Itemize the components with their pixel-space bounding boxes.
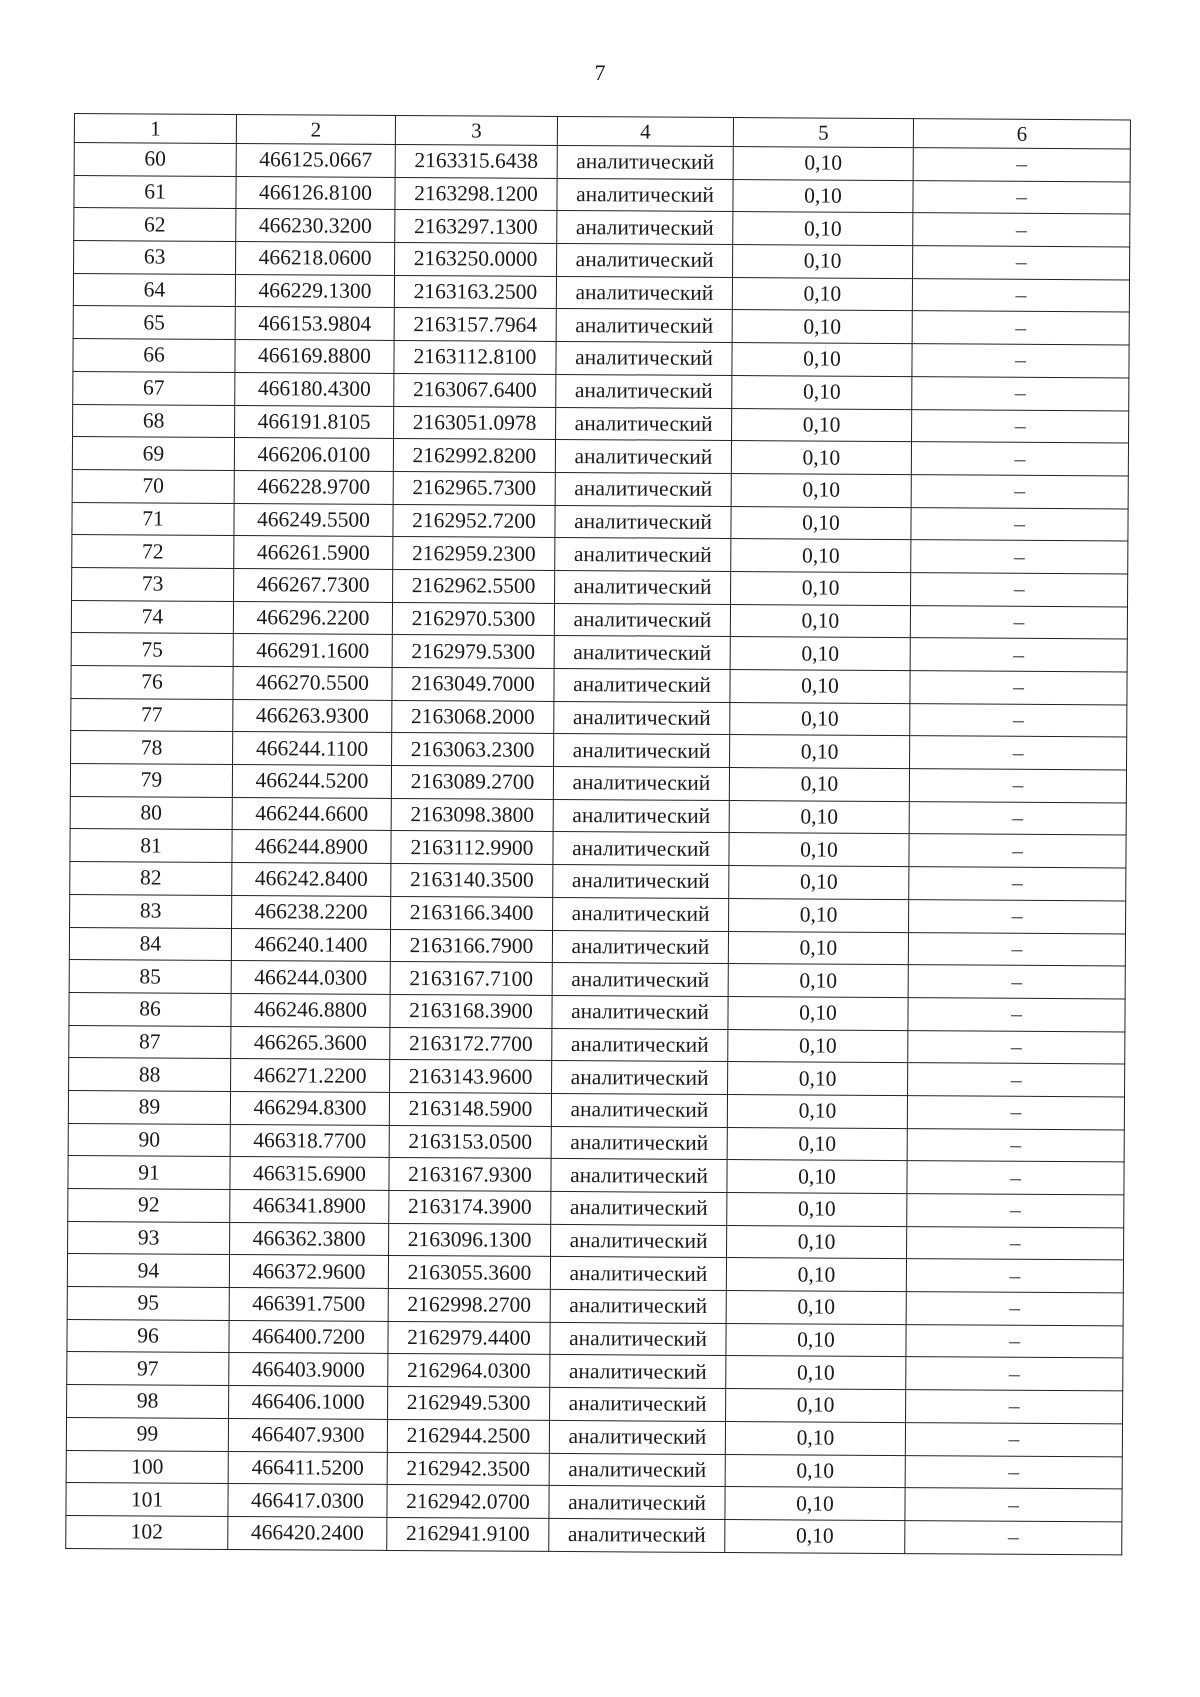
column-header: 2: [236, 114, 395, 144]
method-cell: аналитический: [550, 1388, 726, 1422]
method-cell: аналитический: [552, 930, 728, 964]
point-number-cell: 92: [68, 1188, 230, 1222]
y-coordinate-cell: 2163068.2000: [392, 700, 554, 734]
point-number-cell: 73: [72, 567, 234, 601]
x-coordinate-cell: 466244.8900: [232, 830, 391, 864]
method-cell: аналитический: [557, 211, 733, 245]
accuracy-cell: 0,10: [727, 1127, 907, 1161]
accuracy-cell: 0,10: [727, 1160, 907, 1194]
point-number-cell: 74: [71, 600, 233, 634]
method-cell: аналитический: [552, 1028, 728, 1062]
note-cell: –: [913, 148, 1130, 182]
note-cell: –: [906, 1390, 1123, 1424]
y-coordinate-cell: 2162952.7200: [393, 504, 555, 538]
column-header: 5: [733, 118, 913, 148]
method-cell: аналитический: [553, 865, 729, 899]
x-coordinate-cell: 466180.4300: [235, 372, 394, 406]
point-number-cell: 96: [67, 1319, 229, 1353]
point-number-cell: 89: [68, 1090, 230, 1124]
point-number-cell: 84: [69, 927, 231, 961]
note-cell: –: [912, 278, 1129, 312]
method-cell: аналитический: [557, 145, 733, 179]
note-cell: –: [910, 671, 1127, 705]
method-cell: аналитический: [550, 1257, 726, 1291]
note-cell: –: [911, 540, 1128, 574]
y-coordinate-cell: 2162962.5500: [393, 569, 555, 603]
accuracy-cell: 0,10: [725, 1487, 905, 1521]
point-number-cell: 88: [69, 1058, 231, 1092]
note-cell: –: [908, 1063, 1125, 1097]
point-number-cell: 72: [72, 535, 234, 569]
y-coordinate-cell: 2163167.7100: [390, 962, 552, 996]
point-number-cell: 62: [74, 208, 236, 242]
method-cell: аналитический: [556, 342, 732, 376]
method-cell: аналитический: [554, 668, 730, 702]
point-number-cell: 82: [70, 862, 232, 896]
x-coordinate-cell: 466417.0300: [228, 1484, 387, 1518]
y-coordinate-cell: 2163250.0000: [395, 243, 557, 277]
note-cell: –: [909, 769, 1126, 803]
point-number-cell: 70: [72, 469, 234, 503]
x-coordinate-cell: 466406.1000: [229, 1386, 388, 1420]
note-cell: –: [905, 1455, 1122, 1489]
y-coordinate-cell: 2162964.0300: [388, 1354, 550, 1388]
accuracy-cell: 0,10: [728, 931, 908, 965]
x-coordinate-cell: 466244.0300: [231, 961, 390, 995]
accuracy-cell: 0,10: [730, 637, 910, 671]
point-number-cell: 95: [67, 1287, 229, 1321]
x-coordinate-cell: 466403.9000: [229, 1353, 388, 1387]
point-number-cell: 99: [66, 1417, 228, 1451]
y-coordinate-cell: 2162942.3500: [387, 1452, 549, 1486]
x-coordinate-cell: 466218.0600: [236, 242, 395, 276]
y-coordinate-cell: 2162970.5300: [392, 602, 554, 636]
y-coordinate-cell: 2162979.4400: [388, 1321, 550, 1355]
accuracy-cell: 0,10: [729, 866, 909, 900]
method-cell: аналитический: [555, 440, 731, 474]
accuracy-cell: 0,10: [733, 147, 913, 181]
note-cell: –: [909, 867, 1126, 901]
point-number-cell: 79: [70, 764, 232, 798]
method-cell: аналитический: [549, 1486, 725, 1520]
x-coordinate-cell: 466240.1400: [231, 928, 390, 962]
x-coordinate-cell: 466315.6900: [230, 1157, 389, 1191]
accuracy-cell: 0,10: [728, 1029, 908, 1063]
coordinates-table: [65, 113, 1131, 1555]
y-coordinate-cell: 2163055.3600: [388, 1256, 550, 1290]
method-cell: аналитический: [555, 538, 731, 572]
x-coordinate-cell: 466265.3600: [231, 1026, 390, 1060]
x-coordinate-cell: 466341.8900: [230, 1189, 389, 1223]
y-coordinate-cell: 2163049.7000: [392, 667, 554, 701]
y-coordinate-cell: 2162942.0700: [387, 1485, 549, 1519]
note-cell: –: [907, 1128, 1124, 1162]
x-coordinate-cell: 466362.3800: [230, 1222, 389, 1256]
method-cell: аналитический: [554, 734, 730, 768]
note-cell: –: [909, 834, 1126, 868]
note-cell: –: [907, 1194, 1124, 1228]
y-coordinate-cell: 2162949.5300: [388, 1387, 550, 1421]
y-coordinate-cell: 2163315.6438: [395, 144, 557, 178]
x-coordinate-cell: 466296.2200: [233, 601, 392, 635]
note-cell: –: [911, 573, 1128, 607]
point-number-cell: 77: [71, 698, 233, 732]
x-coordinate-cell: 466261.5900: [234, 536, 393, 570]
x-coordinate-cell: 466249.5500: [234, 503, 393, 537]
method-cell: аналитический: [552, 995, 728, 1029]
accuracy-cell: 0,10: [727, 1225, 907, 1259]
point-number-cell: 100: [66, 1450, 228, 1484]
x-coordinate-cell: 466420.2400: [228, 1516, 387, 1550]
note-cell: –: [905, 1488, 1122, 1522]
accuracy-cell: 0,10: [731, 571, 911, 605]
y-coordinate-cell: 2163148.5900: [389, 1092, 551, 1126]
accuracy-cell: 0,10: [726, 1258, 906, 1292]
y-coordinate-cell: 2162959.2300: [393, 537, 555, 571]
note-cell: –: [908, 932, 1125, 966]
point-number-cell: 61: [74, 175, 236, 209]
note-cell: –: [910, 638, 1127, 672]
y-coordinate-cell: 2162992.8200: [393, 439, 555, 473]
accuracy-cell: 0,10: [728, 996, 908, 1030]
method-cell: аналитический: [551, 1126, 727, 1160]
accuracy-cell: 0,10: [731, 441, 911, 475]
x-coordinate-cell: 466271.2200: [231, 1059, 390, 1093]
accuracy-cell: 0,10: [729, 800, 909, 834]
y-coordinate-cell: 2163157.7964: [394, 308, 556, 342]
note-cell: –: [908, 965, 1125, 999]
note-cell: –: [906, 1292, 1123, 1326]
method-cell: аналитический: [556, 309, 732, 343]
point-number-cell: 67: [73, 371, 235, 405]
note-cell: –: [911, 442, 1128, 476]
method-cell: аналитический: [555, 570, 731, 604]
y-coordinate-cell: 2163168.3900: [390, 994, 552, 1028]
x-coordinate-cell: 466291.1600: [233, 634, 392, 668]
y-coordinate-cell: 2163166.3400: [391, 896, 553, 930]
x-coordinate-cell: 466229.1300: [235, 274, 394, 308]
y-coordinate-cell: 2163143.9600: [390, 1060, 552, 1094]
accuracy-cell: 0,10: [731, 506, 911, 540]
y-coordinate-cell: 2162944.2500: [387, 1419, 549, 1453]
point-number-cell: 83: [70, 894, 232, 928]
x-coordinate-cell: 466400.7200: [229, 1320, 388, 1354]
y-coordinate-cell: 2163089.2700: [391, 766, 553, 800]
note-cell: –: [905, 1520, 1122, 1554]
y-coordinate-cell: 2163153.0500: [389, 1125, 551, 1159]
note-cell: –: [910, 703, 1127, 737]
y-coordinate-cell: 2162965.7300: [393, 471, 555, 505]
x-coordinate-cell: 466153.9804: [235, 307, 394, 341]
y-coordinate-cell: 2163112.9900: [391, 831, 553, 865]
y-coordinate-cell: 2163167.9300: [389, 1158, 551, 1192]
accuracy-cell: 0,10: [726, 1389, 906, 1423]
y-coordinate-cell: 2163112.8100: [394, 341, 556, 375]
accuracy-cell: 0,10: [726, 1291, 906, 1325]
point-number-cell: 86: [69, 992, 231, 1026]
method-cell: аналитический: [550, 1322, 726, 1356]
accuracy-cell: 0,10: [725, 1519, 905, 1553]
note-cell: –: [911, 507, 1128, 541]
x-coordinate-cell: 466244.5200: [232, 765, 391, 799]
method-cell: аналитический: [549, 1420, 725, 1454]
x-coordinate-cell: 466318.7700: [230, 1124, 389, 1158]
method-cell: аналитический: [556, 374, 732, 408]
x-coordinate-cell: 466230.3200: [236, 209, 395, 243]
note-cell: –: [907, 1226, 1124, 1260]
accuracy-cell: 0,10: [726, 1356, 906, 1390]
point-number-cell: 76: [71, 665, 233, 699]
accuracy-cell: 0,10: [728, 1062, 908, 1096]
note-cell: –: [912, 409, 1129, 443]
method-cell: аналитический: [551, 1224, 727, 1258]
x-coordinate-cell: 466126.8100: [236, 176, 395, 210]
note-cell: –: [909, 899, 1126, 933]
accuracy-cell: 0,10: [729, 833, 909, 867]
note-cell: –: [906, 1324, 1123, 1358]
y-coordinate-cell: 2163174.3900: [389, 1190, 551, 1224]
x-coordinate-cell: 466125.0667: [236, 143, 395, 177]
page-number: 7: [594, 60, 606, 85]
y-coordinate-cell: 2163166.7900: [390, 929, 552, 963]
method-cell: аналитический: [552, 963, 728, 997]
y-coordinate-cell: 2163098.3800: [391, 798, 553, 832]
point-number-cell: 101: [66, 1483, 228, 1517]
x-coordinate-cell: 466244.1100: [233, 732, 392, 766]
accuracy-cell: 0,10: [732, 277, 912, 311]
y-coordinate-cell: 2162979.5300: [392, 635, 554, 669]
column-header: 6: [913, 119, 1130, 149]
accuracy-cell: 0,10: [732, 375, 912, 409]
method-cell: аналитический: [549, 1518, 725, 1552]
method-cell: аналитический: [556, 407, 732, 441]
point-number-cell: 80: [70, 796, 232, 830]
accuracy-cell: 0,10: [729, 768, 909, 802]
method-cell: аналитический: [553, 799, 729, 833]
note-cell: –: [908, 997, 1125, 1031]
point-number-cell: 81: [70, 829, 232, 863]
x-coordinate-cell: 466242.8400: [232, 863, 391, 897]
accuracy-cell: 0,10: [727, 1094, 907, 1128]
accuracy-cell: 0,10: [725, 1421, 905, 1455]
accuracy-cell: 0,10: [731, 539, 911, 573]
x-coordinate-cell: 466206.0100: [234, 438, 393, 472]
y-coordinate-cell: 2163051.0978: [394, 406, 556, 440]
note-cell: –: [908, 1030, 1125, 1064]
column-header: 4: [557, 116, 733, 146]
point-number-cell: 68: [73, 404, 235, 438]
y-coordinate-cell: 2163163.2500: [394, 275, 556, 309]
accuracy-cell: 0,10: [731, 473, 911, 507]
method-cell: аналитический: [556, 276, 732, 310]
point-number-cell: 85: [69, 960, 231, 994]
note-cell: –: [913, 246, 1130, 280]
method-cell: аналитический: [552, 1061, 728, 1095]
note-cell: –: [906, 1259, 1123, 1293]
point-number-cell: 78: [71, 731, 233, 765]
note-cell: –: [913, 213, 1130, 247]
method-cell: аналитический: [557, 178, 733, 212]
accuracy-cell: 0,10: [732, 408, 912, 442]
note-cell: –: [906, 1357, 1123, 1391]
y-coordinate-cell: 2162941.9100: [387, 1517, 549, 1551]
point-number-cell: 69: [72, 437, 234, 471]
x-coordinate-cell: 466169.8800: [235, 340, 394, 374]
point-number-cell: 87: [69, 1025, 231, 1059]
note-cell: –: [912, 376, 1129, 410]
accuracy-cell: 0,10: [730, 735, 910, 769]
point-number-cell: 60: [74, 143, 236, 177]
x-coordinate-cell: 466244.6600: [232, 797, 391, 831]
y-coordinate-cell: 2163297.1300: [395, 210, 557, 244]
y-coordinate-cell: 2163067.6400: [394, 373, 556, 407]
x-coordinate-cell: 466228.9700: [234, 470, 393, 504]
note-cell: –: [909, 801, 1126, 835]
note-cell: –: [911, 474, 1128, 508]
y-coordinate-cell: 2163172.7700: [390, 1027, 552, 1061]
note-cell: –: [907, 1096, 1124, 1130]
point-number-cell: 93: [68, 1221, 230, 1255]
y-coordinate-cell: 2163063.2300: [392, 733, 554, 767]
x-coordinate-cell: 466294.8300: [230, 1091, 389, 1125]
method-cell: аналитический: [550, 1355, 726, 1389]
x-coordinate-cell: 466270.5500: [233, 666, 392, 700]
point-number-cell: 102: [66, 1515, 228, 1549]
point-number-cell: 75: [71, 633, 233, 667]
method-cell: аналитический: [553, 832, 729, 866]
note-cell: –: [912, 311, 1129, 345]
accuracy-cell: 0,10: [733, 245, 913, 279]
y-coordinate-cell: 2162998.2700: [388, 1289, 550, 1323]
x-coordinate-cell: 466372.9600: [229, 1255, 388, 1289]
x-coordinate-cell: 466191.8105: [235, 405, 394, 439]
note-cell: –: [913, 180, 1130, 214]
point-number-cell: 71: [72, 502, 234, 536]
x-coordinate-cell: 466267.7300: [234, 568, 393, 602]
point-number-cell: 90: [68, 1123, 230, 1157]
column-header: 3: [395, 115, 557, 145]
y-coordinate-cell: 2163096.1300: [389, 1223, 551, 1257]
method-cell: аналитический: [555, 505, 731, 539]
method-cell: аналитический: [550, 1289, 726, 1323]
table-row: [66, 1515, 1122, 1554]
point-number-cell: 98: [67, 1385, 229, 1419]
accuracy-cell: 0,10: [727, 1193, 907, 1227]
method-cell: аналитический: [551, 1159, 727, 1193]
x-coordinate-cell: 466407.9300: [228, 1418, 387, 1452]
accuracy-cell: 0,10: [726, 1323, 906, 1357]
accuracy-cell: 0,10: [732, 343, 912, 377]
method-cell: аналитический: [553, 897, 729, 931]
x-coordinate-cell: 466246.8800: [231, 993, 390, 1027]
accuracy-cell: 0,10: [733, 179, 913, 213]
x-coordinate-cell: 466391.7500: [229, 1288, 388, 1322]
method-cell: аналитический: [553, 767, 729, 801]
point-number-cell: 65: [73, 306, 235, 340]
accuracy-cell: 0,10: [733, 212, 913, 246]
point-number-cell: 91: [68, 1156, 230, 1190]
note-cell: –: [910, 605, 1127, 639]
y-coordinate-cell: 2163140.3500: [391, 864, 553, 898]
accuracy-cell: 0,10: [732, 310, 912, 344]
accuracy-cell: 0,10: [729, 898, 909, 932]
accuracy-cell: 0,10: [725, 1454, 905, 1488]
note-cell: –: [912, 344, 1129, 378]
x-coordinate-cell: 466263.9300: [233, 699, 392, 733]
point-number-cell: 94: [67, 1254, 229, 1288]
y-coordinate-cell: 2163298.1200: [395, 177, 557, 211]
method-cell: аналитический: [551, 1093, 727, 1127]
method-cell: аналитический: [554, 636, 730, 670]
point-number-cell: 63: [74, 241, 236, 275]
x-coordinate-cell: 466411.5200: [228, 1451, 387, 1485]
x-coordinate-cell: 466238.2200: [232, 895, 391, 929]
note-cell: –: [910, 736, 1127, 770]
method-cell: аналитический: [549, 1453, 725, 1487]
accuracy-cell: 0,10: [730, 670, 910, 704]
method-cell: аналитический: [557, 244, 733, 278]
accuracy-cell: 0,10: [728, 964, 908, 998]
method-cell: аналитический: [554, 701, 730, 735]
point-number-cell: 97: [67, 1352, 229, 1386]
point-number-cell: 66: [73, 339, 235, 373]
column-header: 1: [74, 114, 236, 144]
method-cell: аналитический: [554, 603, 730, 637]
accuracy-cell: 0,10: [730, 702, 910, 736]
note-cell: –: [907, 1161, 1124, 1195]
method-cell: аналитический: [551, 1191, 727, 1225]
accuracy-cell: 0,10: [730, 604, 910, 638]
table-body: [66, 143, 1131, 1555]
point-number-cell: 64: [73, 273, 235, 307]
method-cell: аналитический: [555, 472, 731, 506]
note-cell: –: [905, 1422, 1122, 1456]
